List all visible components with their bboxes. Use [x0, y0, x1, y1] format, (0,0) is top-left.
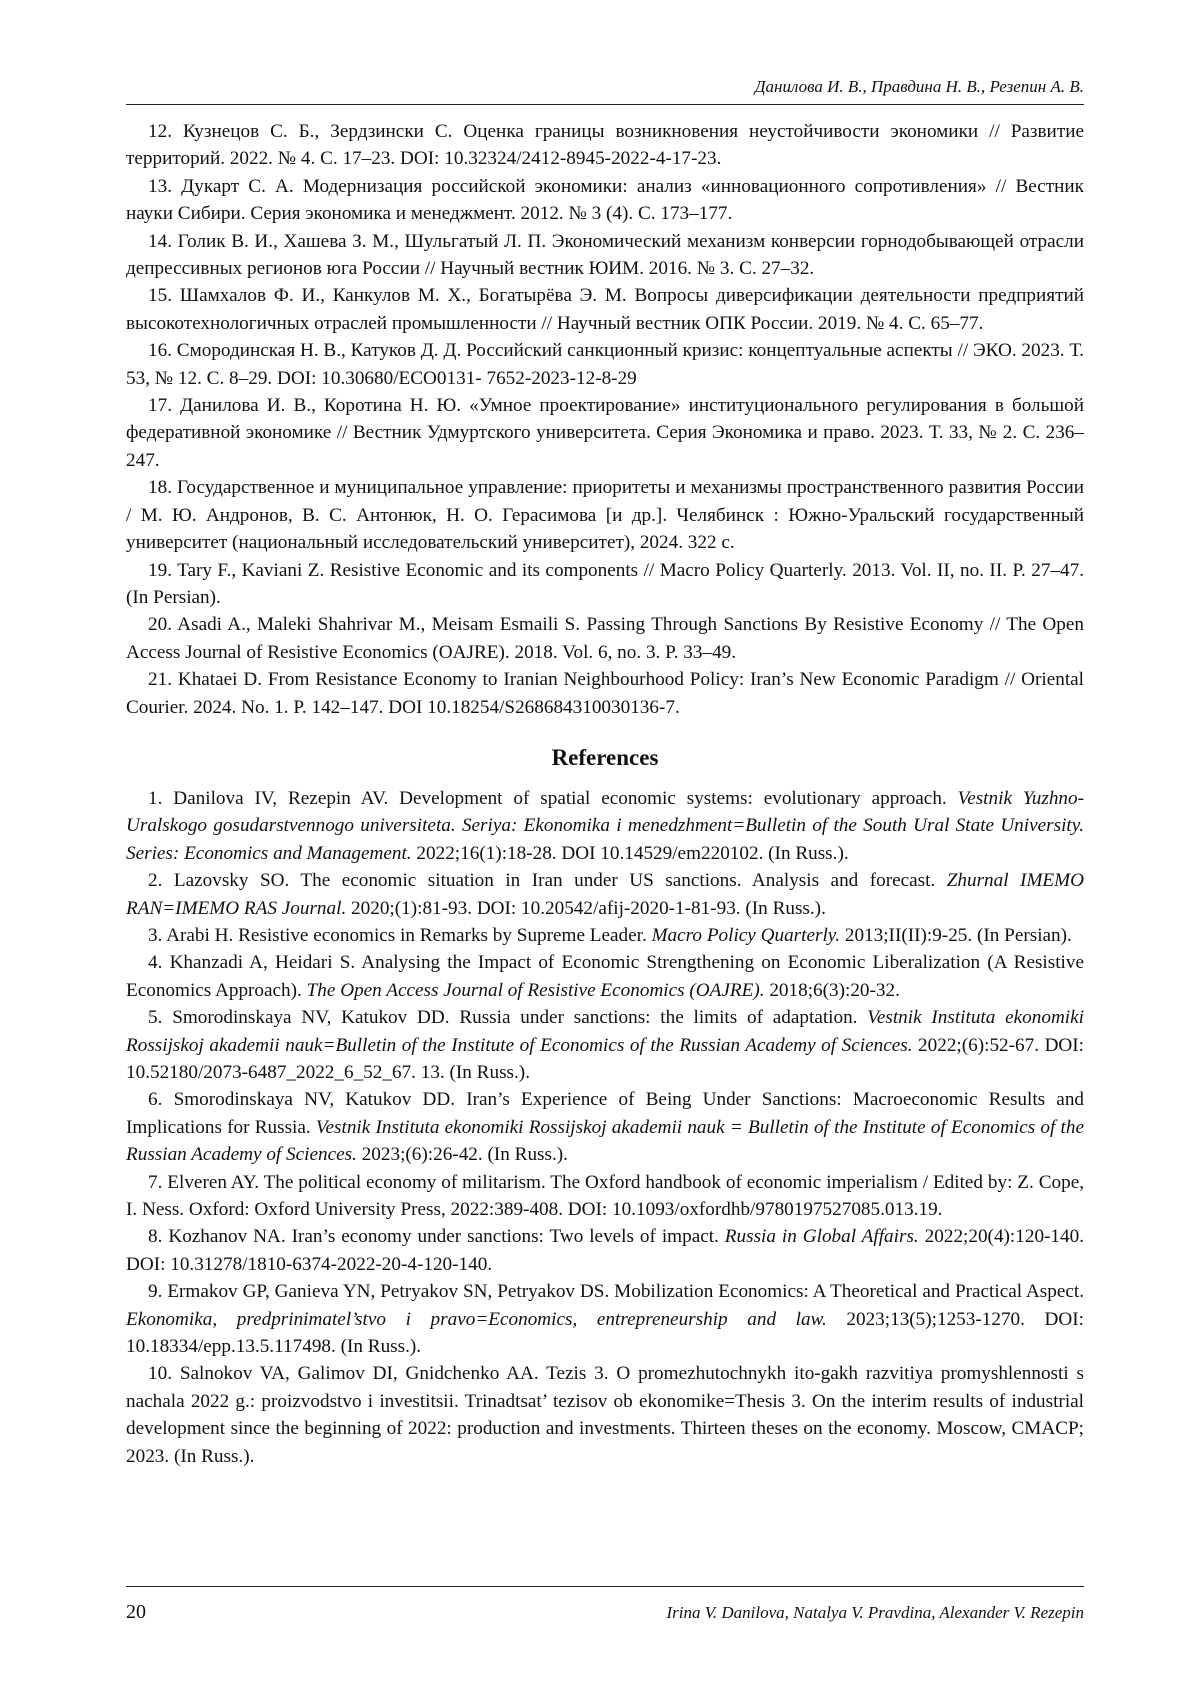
english-reference-list — [126, 785, 1084, 1470]
reference-number: 5. — [148, 1007, 163, 1029]
reference-details: 2018;6(3):20-32. — [764, 979, 900, 1001]
reference-text: Дукарт С. А. Модернизация российской экономики: анализ «инновационного сопротивления» // Вестник науки Сибири. Серия экономика и менеджмент. 2012. № 3 (4). С. 173–177. — [126, 175, 1084, 225]
reference-item — [126, 173, 1084, 228]
reference-text: Khataei D. From Resistance Economy to Iranian Neighbourhood Policy: Iran’s New Economic Paradigm // Oriental Courier. 2024. No. 1. P. 142–147. DOI 10.18254/S268684310030136-7. — [126, 669, 1085, 718]
reference-item — [126, 1360, 1084, 1470]
page-content — [126, 118, 1084, 1470]
reference-item — [126, 337, 1084, 392]
reference-number: 15. — [148, 285, 172, 307]
reference-text: Smorodinskaya NV, Katukov DD. Iran’s Experience of Being Under Sanctions: Macroeconomic Results and Implications for Russia. — [126, 1089, 1085, 1138]
reference-item — [126, 922, 1084, 949]
reference-number: 3. — [148, 924, 163, 946]
reference-text: Elveren AY. The political economy of militarism. The Oxford handbook of economic imperialism / Edited by: Z. Cope, I. Ness. Oxford: Oxford University Press, 2022:389-408. DOI: 10.1093/oxfordhb/9780197527085.013.19. — [126, 1171, 1085, 1221]
page-number: 20 — [126, 1601, 146, 1623]
reference-details: 2022;16(1):18-28. DOI 10.14529/em220102. (In Russ.). — [411, 842, 849, 864]
reference-item — [126, 867, 1084, 922]
reference-item — [126, 118, 1084, 173]
reference-number: 14. — [148, 230, 172, 252]
reference-details: 2022;(6):52-67. DOI: 10.52180/2073-6487_2022_6_52_67. 13. (In Russ.). — [126, 1034, 1084, 1083]
page-footer — [126, 1586, 1084, 1627]
reference-text: Khanzadi A, Heidari S. Analysing the Impact of Economic Strengthening on Economic Liberalization (A Resistive Economics Approach). — [126, 952, 1085, 1001]
reference-text: Смородинская Н. В., Катуков Д. Д. Российский санкционный кризис: концептуальные аспекты // ЭКО. 2023. Т. 53, № 12. С. 8–29. DOI: 10.30680/ECO0131- 7652-2023-12-8-29 — [126, 340, 1085, 389]
reference-text: Государственное и муниципальное управление: приоритеты и механизмы пространственного развития России / М. Ю. Андронов, В. С. Антонюк, Н. О. Герасимова [и др.]. Челябинск : Южно-Уральский государственный университет (национальный исследовательский университет), 2024. 322 с. — [126, 477, 1084, 554]
reference-details: 2023;(6):26-42. (In Russ.). — [356, 1144, 568, 1166]
reference-text: Lazovsky SO. The economic situation in Iran under US sanctions. Analysis and forecast. — [173, 870, 947, 892]
reference-item — [126, 949, 1084, 1004]
reference-number: 10. — [148, 1363, 172, 1385]
reference-text: Arabi H. Resistive economics in Remarks by Supreme Leader. — [166, 924, 652, 946]
reference-text: Кузнецов С. Б., Зердзински С. Оценка границы возникновения неустойчивости экономики // Развитие территорий. 2022. № 4. С. 17–23. DOI: 10.32324/2412-8945-2022-4-17-23. — [126, 121, 1084, 170]
reference-source: Macro Policy Quarterly. — [651, 924, 841, 946]
reference-source: Vestnik Yuzhno-Uralskogo gosudarstvennogo universiteta. Seriya: Ekonomika i menedzhment=Bulletin of the South Ural State University. Series: Economics and Management. — [126, 787, 1084, 864]
reference-text: Asadi A., Maleki Shahrivar M., Meisam Esmaili S. Passing Through Sanctions By Resistive Economy // The Open Access Journal of Resistive Economics (OAJRE). 2018. Vol. 6, no. 3. P. 33–49. — [126, 614, 1084, 663]
reference-number: 16. — [148, 340, 172, 362]
reference-item — [126, 1004, 1084, 1086]
reference-item — [126, 1278, 1084, 1360]
reference-number: 17. — [148, 395, 172, 417]
reference-number: 1. — [148, 787, 163, 809]
reference-number: 7. — [148, 1171, 163, 1193]
reference-text: Smorodinskaya NV, Katukov DD. Russia under sanctions: the limits of adaptation. — [172, 1007, 868, 1029]
reference-source: Ekonomika, predprinimatel’stvo i pravo=Economics, entrepreneurship and law. — [126, 1308, 827, 1330]
reference-item — [126, 1223, 1084, 1278]
reference-text: Tary F., Kaviani Z. Resistive Economic and its components // Macro Policy Quarterly. 2013. Vol. II, no. II. P. 27–47. (In Persian). — [126, 559, 1084, 608]
reference-item — [126, 392, 1084, 474]
reference-text: Ermakov GP, Ganieva YN, Petryakov SN, Petryakov DS. Mobilization Economics: A Theoretical and Practical Aspect. — [167, 1281, 1085, 1303]
reference-text: Kozhanov NA. Iran’s economy under sanctions: Two levels of impact. — [168, 1226, 725, 1248]
reference-item — [126, 611, 1084, 666]
reference-number: 4. — [148, 952, 163, 974]
reference-number: 9. — [148, 1281, 163, 1303]
reference-source: Vestnik Instituta ekonomiki Rossijskoj akademii nauk=Bulletin of the Institute of Economics of the Russian Academy of Sciences. — [126, 1007, 1084, 1056]
reference-details: 2020;(1):81-93. DOI: 10.20542/afij-2020-1-81-93. (In Russ.). — [346, 897, 826, 919]
reference-text: Голик В. И., Хашева З. М., Шульгатый Л. П. Экономический механизм конверсии горнодобывающей отрасли депрессивных регионов юга России // Научный вестник ЮИМ. 2016. № 3. С. 27–32. — [126, 230, 1085, 280]
reference-source: The Open Access Journal of Resistive Economics (OAJRE). — [306, 979, 765, 1001]
reference-number: 19. — [148, 559, 172, 581]
running-title: Данилова И. В., Правдина Н. В., Резепин А. В. — [754, 77, 1084, 96]
references-heading: References — [551, 744, 659, 770]
reference-source: Vestnik Instituta ekonomiki Rossijskoj akademii nauk = Bulletin of the Institute of Economics of the Russian Academy of Sciences. — [126, 1116, 1085, 1166]
reference-text: Salnokov VA, Galimov DI, Gnidchenko AA. Tezis 3. O promezhutochnykh ito-gakh razvitiya promyshlennosti s nachala 2022 g.: proizvodstvo i investitsii. Trinadtsat’ tezisov ob ekonomike=Thesis 3. On the interim results of industrial development since the beginning of 2022: production and investments. Thirteen theses on the economy. Moscow, CMACP; 2023. (In Russ.). — [126, 1363, 1084, 1467]
running-header — [126, 76, 1084, 105]
reference-details: 2022;20(4):120-140. DOI: 10.31278/1810-6374-2022-20-4-120-140. — [126, 1226, 1085, 1275]
reference-number: 2. — [148, 870, 163, 892]
reference-item — [126, 474, 1084, 556]
reference-item — [126, 1086, 1084, 1168]
reference-item — [126, 228, 1084, 283]
reference-source: Russia in Global Affairs. — [724, 1226, 919, 1248]
reference-number: 12. — [148, 121, 172, 142]
reference-number: 13. — [148, 175, 172, 197]
reference-item — [126, 557, 1084, 612]
reference-number: 6. — [148, 1089, 163, 1111]
reference-number: 20. — [148, 614, 172, 636]
reference-number: 18. — [148, 477, 172, 499]
reference-item — [126, 785, 1084, 867]
footer-authors: Irina V. Danilova, Natalya V. Pravdina, Alexander V. Rezepin — [666, 1603, 1084, 1622]
reference-details: 2013;II(II):9-25. (In Persian). — [840, 924, 1072, 946]
reference-text: Шамхалов Ф. И., Канкулов М. Х., Богатырёва Э. М. Вопросы диверсификации деятельности предприятий высокотехнологичных отраслей промышленности // Научный вестник ОПК России. 2019. № 4. С. 65–77. — [126, 285, 1085, 334]
reference-number: 21. — [148, 669, 172, 691]
reference-details: 2023;13(5);1253-1270. DOI: 10.18334/epp.13.5.117498. (In Russ.). — [126, 1308, 1084, 1358]
reference-number: 8. — [148, 1226, 163, 1248]
russian-reference-list — [126, 118, 1084, 721]
reference-item — [126, 1169, 1084, 1224]
reference-source: Zhurnal IMEMO RAN=IMEMO RAS Journal. — [126, 870, 1084, 919]
reference-item — [126, 666, 1084, 721]
reference-text: Данилова И. В., Коротина Н. Ю. «Умное проектирование» институционального регулирования в большой федеративной экономике // Вестник Удмуртского университета. Серия Экономика и право. 2023. Т. 33, № 2. С. 236–247. — [126, 395, 1085, 471]
reference-item — [126, 282, 1084, 337]
reference-text: Danilova IV, Rezepin AV. Development of spatial economic systems: evolutionary approach. — [173, 787, 958, 809]
